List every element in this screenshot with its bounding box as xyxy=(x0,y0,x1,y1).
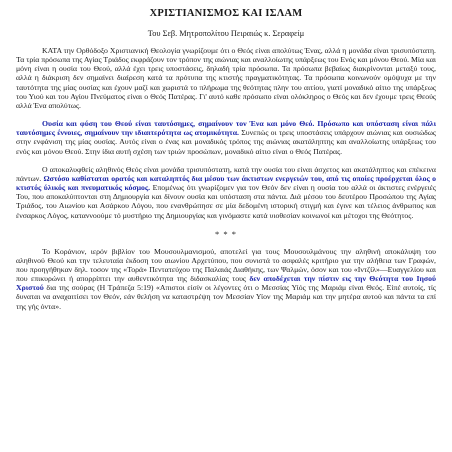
paragraph-4-text-a: Το Κοράνιον, ιερόν βιβλίον του Μουσουλμανισμού, αποτελεί για τους Μουσουλμάνους την αληθινή αποκάλυψη του αληθινού Θεού και την τελευταία έκδοση του αιωνίου Αρχετύπου, που συνιστά το ασφαλές κριτήριο για την αλήθεια των Γραφών, που προηγήθηκαν δηλ. τοσον της «Τορά» Πεντατεύχου της Παλαιάς Διαθήκης, των Ψαλμών, όσον και του «Ιντζίλ»—Ευαγγελίου και που επικυρώνει ή απορρίπτει την αυθεντικότητα της διδασκαλίας τους xyxy=(16,246,436,284)
paragraph-4-text-b: δια της σούρας (Η Τράπεζα 5:19) «Απιστοι είσίν οι λέγοντες ότι ο Μεσσίας Υίός της Μαριάμ είναι Θεός. Είπέ αυτοίς, τίς δυναται να αναχαιτίσει τον Θεόν, εάν θελήση να καταστρέψη τον Μεσσίαν Υίον της Μαριάμ και την μητέρα αυτού και πάντα τα επί της γής όντα». xyxy=(16,283,436,311)
paragraph-4 xyxy=(16,247,436,311)
paragraph-3 xyxy=(16,165,436,220)
document-author: Του Σεβ. Μητροπολίτου Πειραιώς κ. Σεραφείμ xyxy=(147,29,305,38)
paragraph-1 xyxy=(16,46,436,110)
paragraph-2-highlight: Ουσία και φύση του Θεού είναι ταυτόσημες, σημαίνουν τον Ένα και μόνο Θεό. Πρόσωπο και υπόσταση είναι πάλι ταυτόσημες έννοιες, σημαίνουν την ιδιαιτερότητα ως ατομικότητα. xyxy=(16,119,436,138)
paragraph-2-text: Συνεπώς οι τρεις υποστάσεις υπάρχουν αιώνιας και ουσιώδως στην ενφάνιση της μίας ουσίας. Αυτός είναι ο ένας και μοναδικός τρόπος της αιώνιας ακατάληπτης και αναλλοίωτης υπάρξεως του ενός και μόνου Θεού. Στην ίδια αυτή σχέση των τριών προσώπων, μοναδικό αίτιο είναι ο Θεός Πατέρας. xyxy=(16,128,436,156)
paragraph-2 xyxy=(16,119,436,156)
paragraph-1-text: ΚΑΤΑ την Ορθόδοξο Χριστιανική Θεολογία γνωρίζουμε ότι ο Θεός είναι απολύτως Ένας, αλλά η μονάδα είναι τρισυπόστατη. Τα τρία πρόσωπα της Αγίας Τριάδος εκφράζουν τον τρόπον της αιώνιας και αναλλοίωτης υπάρξεως του Ενός και μόνου Θεού. Μία και μόνη είναι η ουσία του Θεού, αλλά έχει τρεις υποστάσεις, δηλαδή τρία πρόσωπα. Τα πρόσωπα βεβαίως διακρίνονται μεταξύ τους, αλλά η διάκριση δεν σημαίνει διαίρεση κατά τα πρότυπα της κτιστής πραγματικότητας. Τα πρόσωπα κοινωνούν ομόψυχα με την ταυτότητα της μίας ουσίας και έχουν μαζί και χωριστά το πλήρωμα της θεότητας πλην του αιτίου, γιατί μοναδικό αίτιο της υπάρξεως του Υιού και του Αγίου Πνεύματος είναι ο Θεός Πατέρας. Γι' αυτό καθε πρόσωπο είναι ολόκληρος ο Θεός και δεν έχουμε τρεις Θεούς αλλά Ένα απολύτως. xyxy=(16,46,436,110)
paragraph-3-text-b: Επομένως ότι γνωρίζομεν για τον Θεόν δεν είναι η ουσία του αλλά οι άκτιστες ενέργειές Του, που αποκαλύπτονται στη Δημιουργία και δίνουν ουσία και υπόσταση στα πάντα. Διά μέσου του δευτέρου Προσώπου της Αγίας Τριάδος, του Αιωνίου και Ασάρκου Λόγου, που ενανθρώπησε σε μία δεδομένη ιστορική στιγμή και έγινε και τέλειος άνθρωπος και ένσαρκος Λόγος, καταννοούμε τό μυστήριο της Δημιουργίας και γινόμαστε κατά υιοθεσίαν κοινωνοί και μέτοχοι της Θεότητος. xyxy=(16,183,436,220)
paragraph-3-highlight: Ωστόσο καθίσταται ορατός και καταληπτός δια μέσου των άκτιστων ενεργειών του, από τις οποίες προέρχεται όλος ο κτιστός ύλικός και πνευματικός κόσμος. xyxy=(16,173,436,193)
document-title: ΧΡΙΣΤΙΑΝΙΣΜΟΣ ΚΑΙ ΙΣΛΑΜ xyxy=(149,8,303,19)
paragraph-4-highlight: δεν αποδέχεται την πίστιν εις την Θεότητα του Ιησού Χριστού xyxy=(16,274,436,293)
section-separator: * * * xyxy=(215,228,237,239)
paragraph-3-text-a: Ο αποκαλυφθείς αληθινός Θεός είναι μονάδα τρισυπόστατη, κατά την ουσία του είναι άσχετος και ακατάληπτος και επέκεινα πάντων. xyxy=(16,164,436,183)
